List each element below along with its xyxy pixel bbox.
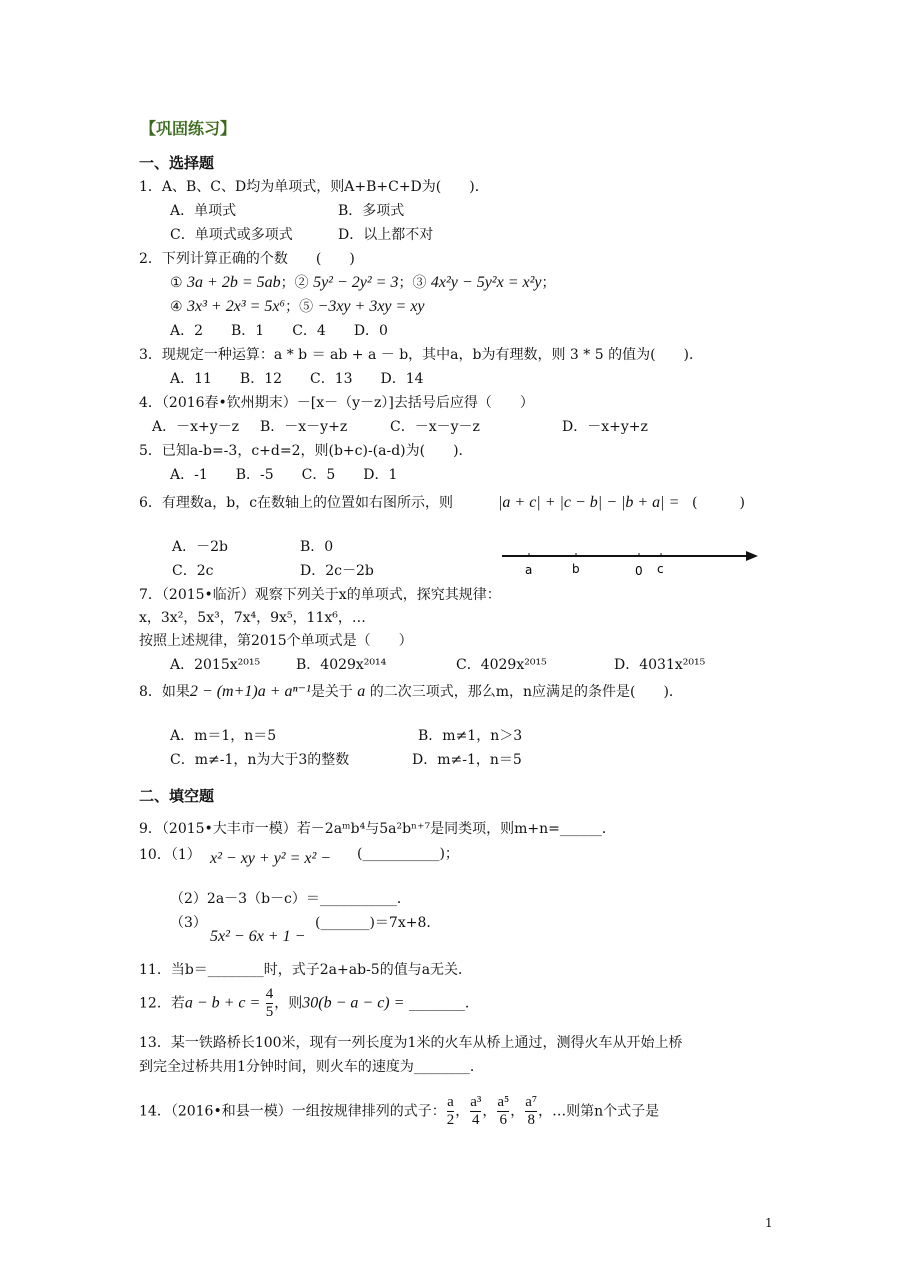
- q14-fraction-1-denominator: 2: [446, 1112, 455, 1128]
- q10-blank-3: (_______)＝7x+8．: [315, 915, 441, 931]
- q8-middle: 是关于: [310, 684, 353, 700]
- axis-label-b: b: [572, 562, 580, 576]
- q12-blank: ________．: [408, 995, 479, 1012]
- axis-label-a: a: [525, 563, 533, 577]
- page-number: 1: [765, 1216, 773, 1230]
- q14-fraction-4-denominator: 8: [525, 1111, 537, 1129]
- q2-line1-end: ；: [541, 275, 556, 291]
- section-choice-heading: 一、选择题: [139, 154, 215, 172]
- section-fill-heading: 二、填空题: [139, 787, 215, 805]
- q14-fraction-3-numerator: a⁵: [497, 1094, 510, 1110]
- q7-question: 按照上述规律，第2015个单项式是（ ）: [139, 633, 413, 649]
- q6-option-b: B．0: [300, 539, 334, 555]
- q12-fraction: [266, 986, 274, 1021]
- q6-option-d: D．2c－2b: [300, 563, 374, 579]
- q12-expression: a − b + c =: [184, 994, 261, 1012]
- q2-line2: [170, 298, 425, 316]
- q2-expr-1: 3a + 2b = 5ab: [187, 274, 281, 291]
- q6-answer-paren: ( ): [692, 495, 745, 511]
- q2-mark-1: ①: [170, 275, 183, 291]
- q13-line-1: 13．某一铁路桥长100米，现有一列长度为1米的火车从桥上通过，测得火车从开始上桥: [139, 1035, 683, 1051]
- q12-middle: ，则: [274, 995, 303, 1012]
- q2-expr-5: −3xy + 3xy = xy: [317, 298, 425, 315]
- q8-variable: a: [357, 683, 366, 700]
- q12-prefix: 12．若: [139, 995, 185, 1012]
- q8-prefix: 8．如果: [139, 684, 190, 700]
- q3-options: A．11 B．12 C．13 D．14: [170, 371, 424, 387]
- q6-stem: 6．有理数a，b，c在数轴上的位置如右图所示，则: [139, 495, 454, 511]
- q10-part-2: （2）2a－3（b－c）＝___________．: [170, 891, 411, 907]
- q5-stem: 5．已知a-b=-3，c+d=2，则(b+c)-(a-d)为( )．: [139, 443, 473, 459]
- q2-options: A．2 B．1 C．4 D．0: [170, 323, 388, 339]
- q14-fraction-3-denominator: 6: [497, 1111, 509, 1129]
- q7-option-a: A．2015x²⁰¹⁵: [170, 657, 261, 673]
- q12-numerator: 4: [265, 986, 274, 1002]
- q4-option-c: C．－x－y－z: [390, 419, 480, 435]
- q8-stem: [139, 683, 683, 701]
- q14-fraction-3: [497, 1094, 509, 1129]
- q14-fraction-2-denominator: 4: [472, 1112, 480, 1128]
- q14-fraction-1: [447, 1094, 455, 1129]
- q2-stem: 2．下列计算正确的个数 ( ): [139, 251, 355, 267]
- q6-option-c: C．2c: [172, 563, 214, 579]
- q8-expression: 2 − (m+1)a + aⁿ⁻¹: [189, 683, 311, 700]
- q10-expression-3: 5x² − 6x + 1 −: [210, 928, 306, 945]
- q2-expr-4: 3x³ + 2x³ = 5x⁶: [187, 298, 286, 315]
- q11-text: 11．当b＝________时，式子2a+ab-5的值与a无关．: [139, 962, 473, 978]
- q2-mark-5: ；⑤: [285, 299, 314, 315]
- q3-stem: 3．现规定一种运算：a * b ＝ ab + a － b，其中a，b为有理数，则 3 * 5 的值为( )．: [139, 347, 704, 363]
- q14-suffix: ，…则第n个式子是: [538, 1103, 660, 1120]
- q10-part-3-label: （3）: [170, 915, 207, 931]
- q2-expr-3: 4x²y − 5y²x = x²y: [430, 274, 542, 291]
- q13-line-2: 到完全过桥共用1分钟时间，则火车的速度为________．: [139, 1059, 484, 1075]
- q10-number: 10．（1）: [139, 847, 201, 863]
- q8-option-a: A．m＝1，n＝5: [170, 728, 277, 744]
- q6-expression: |a + c| + |c − b| − |b + a| =: [498, 494, 680, 511]
- q8-option-d: D．m≠-1，n＝5: [412, 752, 522, 768]
- q8-suffix: 的二次三项式，那么m，n应满足的条件是( )．: [369, 684, 683, 700]
- q7-stem: 7．（2015•临沂）观察下列关于x的单项式，探究其规律：: [139, 587, 501, 603]
- q7-option-b: B．4029x²⁰¹⁴: [296, 657, 387, 673]
- q8-option-b: B．m≠1，n＞3: [418, 728, 523, 744]
- q14-fraction-4: [525, 1094, 537, 1129]
- q14-line: 14．（2016•和县一模）一组按规律排列的式子： $\frac{a}{2}$ ， $\frac{\text{a³}}{4}$ ， $\frac{\text{a⁵}}{6}$ ， $\frac{\text{a⁷}}{8}$ ，…则第n个式子是: [139, 1094, 660, 1128]
- q14-prefix: 14．（2016•和县一模）一组按规律排列的式子：: [139, 1103, 446, 1120]
- q2-mark-2: ；②: [280, 275, 309, 291]
- q7-option-c: C．4029x²⁰¹⁵: [456, 657, 547, 673]
- number-line-figure: [496, 544, 766, 580]
- q14-fraction-2: [470, 1094, 481, 1129]
- q4-stem: 4．（2016春•钦州期末）－[x－（y－z）]去括号后应得（ ）: [139, 395, 534, 411]
- q2-mark-4: ④: [170, 299, 183, 315]
- q7-sequence: x，3x²，5x³，7x⁴，9x⁵，11x⁶，…: [139, 610, 366, 626]
- q4-option-d: D．－x+y+z: [562, 419, 648, 435]
- q1-option-d: D．以上都不对: [338, 227, 434, 243]
- q2-line1: [170, 274, 556, 292]
- q4-option-b: B．－x－y+z: [260, 419, 348, 435]
- q14-fraction-2-numerator: a³: [470, 1094, 482, 1110]
- practice-heading: 【巩固练习】: [140, 119, 237, 138]
- q6-option-a: A．－2b: [172, 539, 228, 555]
- q4-option-a: A．－x+y－z: [152, 419, 240, 435]
- q7-option-d: D．4031x²⁰¹⁵: [614, 657, 706, 673]
- q10-expression-1: x² − xy + y² = x² −: [210, 850, 332, 867]
- q14-fraction-4-numerator: a⁷: [525, 1094, 538, 1110]
- q1-option-a: A．单项式: [170, 203, 237, 219]
- q2-mark-3: ；③: [398, 275, 427, 291]
- number-line-arrow-icon: [746, 551, 758, 561]
- axis-label-c: c: [657, 562, 664, 576]
- q12-expression-2: 30(b − a − c) =: [302, 994, 405, 1012]
- q1-stem: 1．A、B、C、D均为单项式，则A+B+C+D为( )．: [139, 179, 489, 195]
- q5-options: A．-1 B．-5 C．5 D．1: [170, 467, 398, 483]
- q1-option-c: C．单项式或多项式: [170, 227, 293, 243]
- q1-option-b: B．多项式: [338, 203, 405, 219]
- q2-expr-2: 5y² − 2y² = 3: [313, 274, 399, 291]
- q10-blank-1: (___________)；: [357, 846, 459, 862]
- axis-label-0: 0: [635, 564, 643, 578]
- q14-fraction-1-numerator: a: [447, 1094, 454, 1110]
- q12-line: [139, 986, 479, 1021]
- q8-option-c: C．m≠-1，n为大于3的整数: [170, 752, 350, 768]
- q9-text: 9．（2015•大丰市一模）若－2aᵐb⁴与5a²bⁿ⁺⁷是同类项，则m+n=______．: [139, 821, 616, 837]
- q12-denominator: 5: [265, 1004, 274, 1020]
